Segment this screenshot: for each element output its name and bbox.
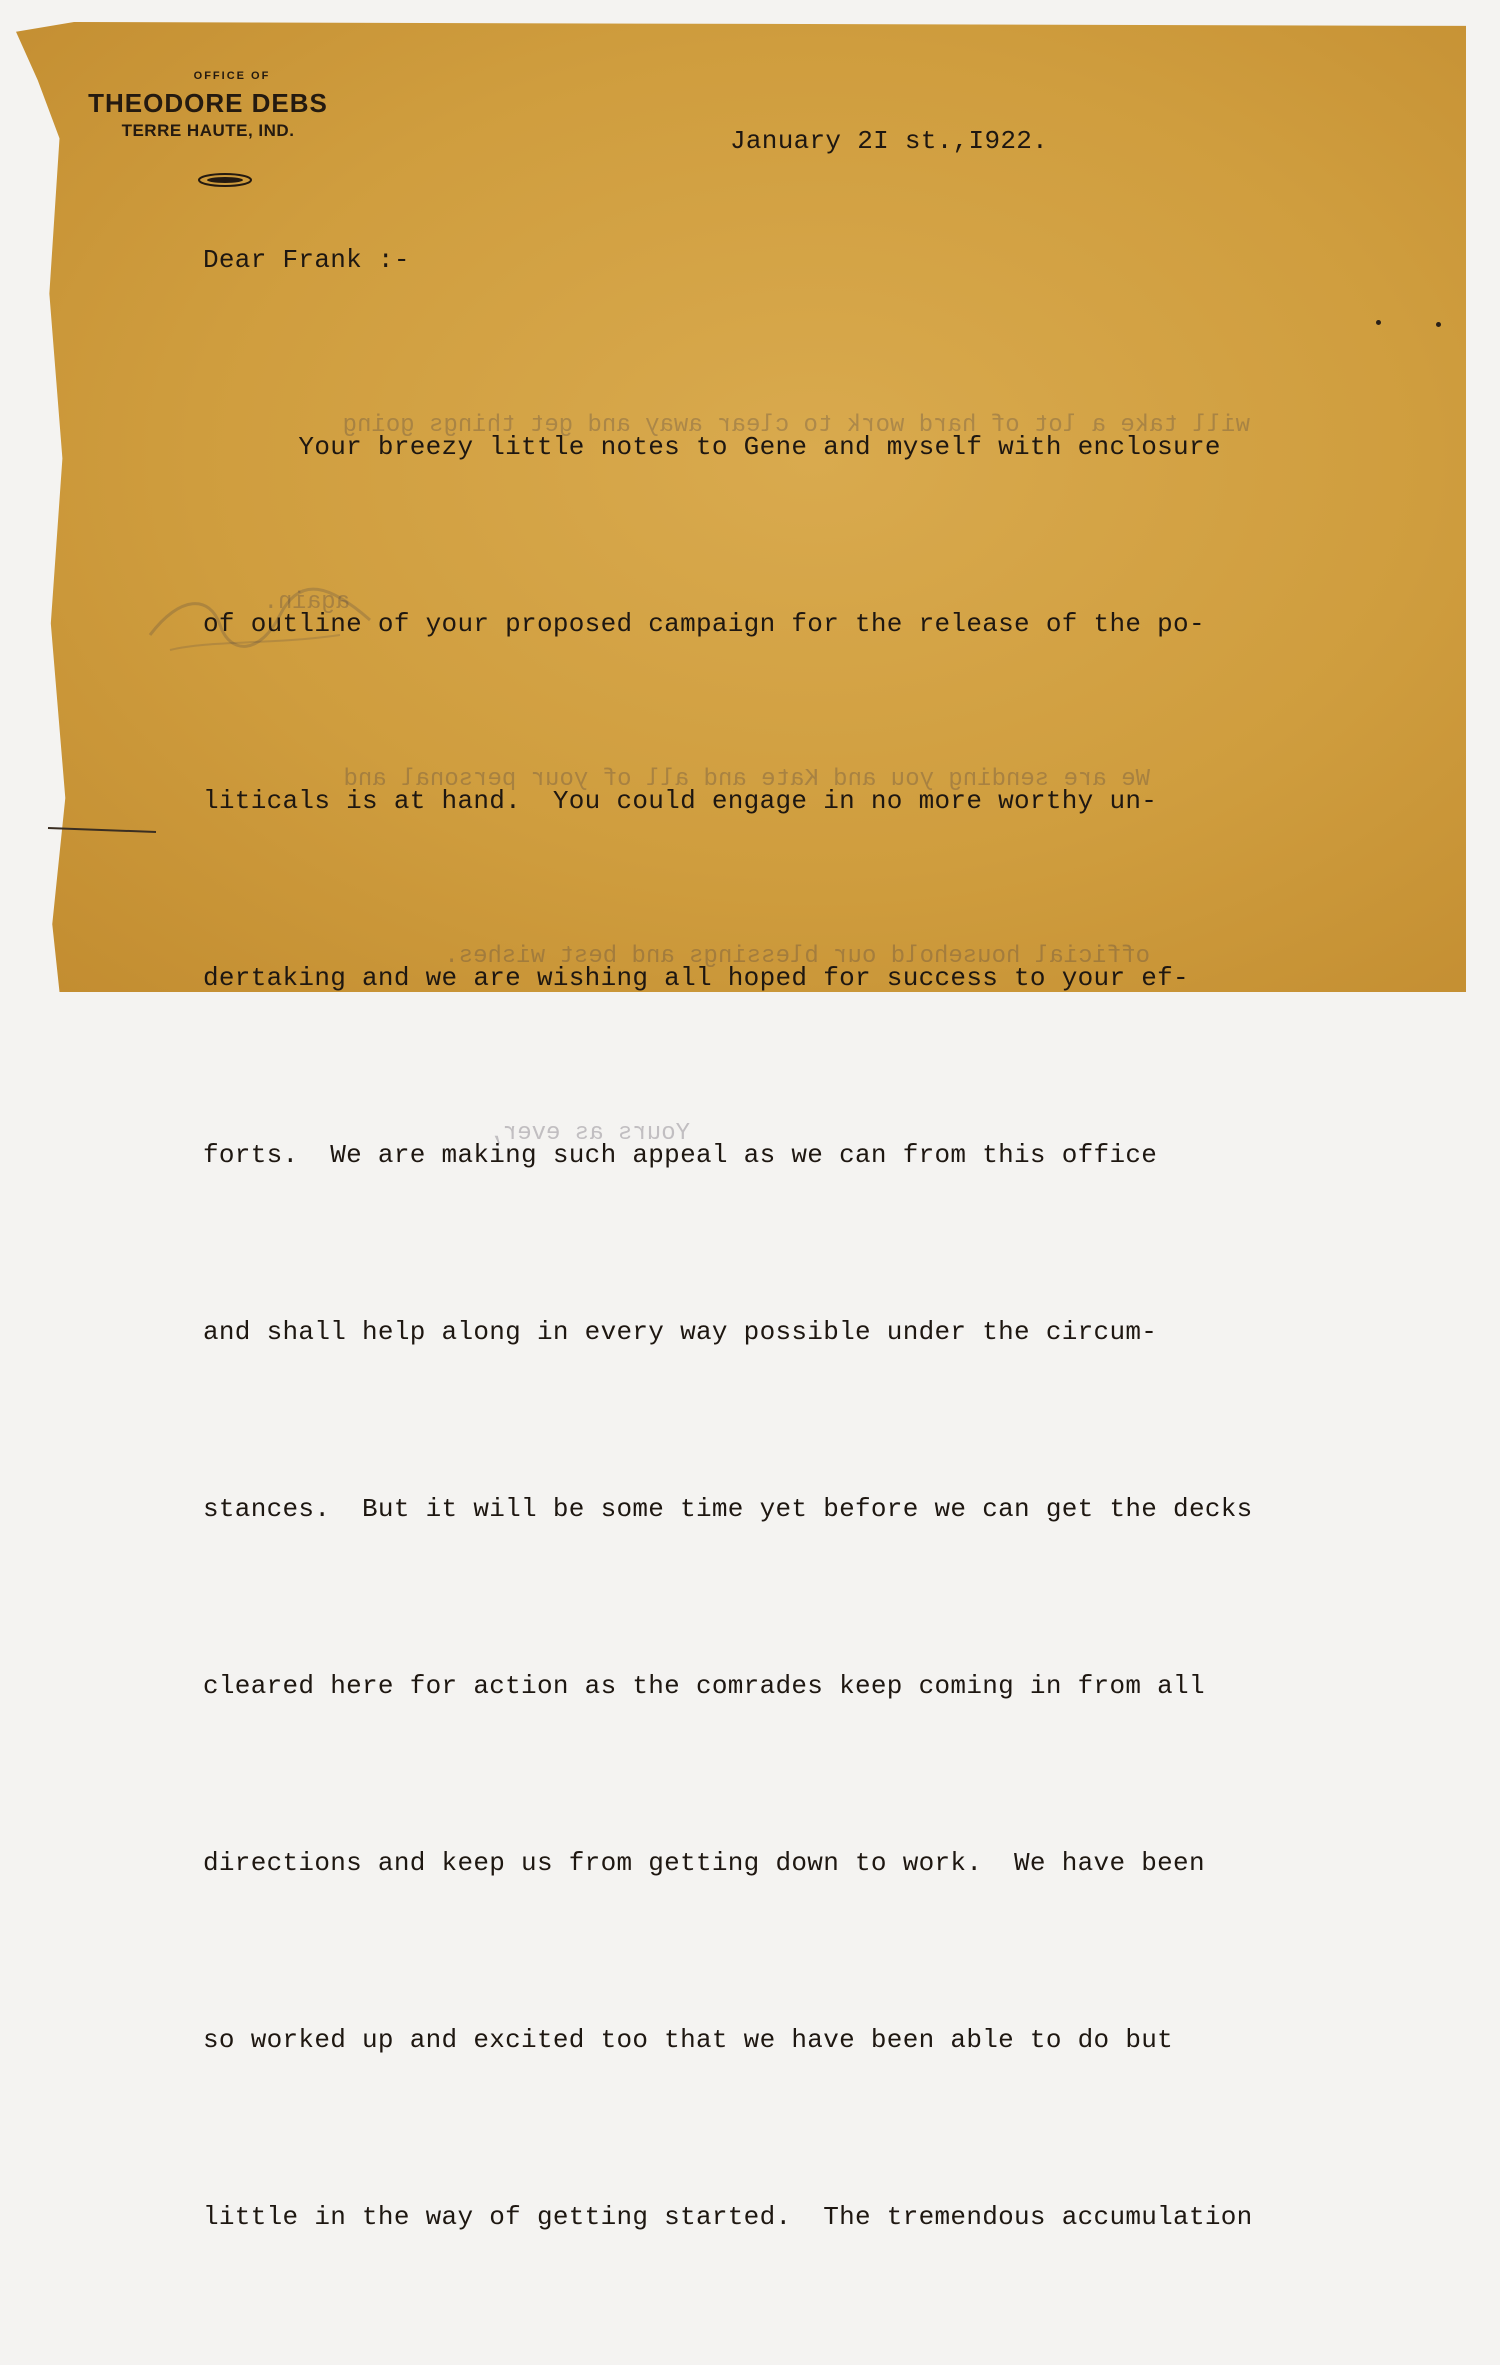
letterhead-name: THEODORE DEBS	[88, 88, 328, 118]
letterhead-city: TERRE HAUTE, IND.	[121, 121, 295, 140]
body-line: directions and keep us from getting down to work. We have been	[203, 1848, 1205, 1878]
letter-date: January 2I st.,I922.	[730, 126, 1049, 156]
body-line: dertaking and we are wishing all hoped for success to your ef-	[203, 963, 1189, 993]
letter-salutation: Dear Frank :-	[203, 245, 410, 275]
body-line: liticals is at hand. You could engage in no more worthy un-	[203, 786, 1158, 816]
union-label-seal-icon	[198, 173, 252, 187]
body-line: little in the way of getting started. The tremendous accumulation	[203, 2202, 1253, 2232]
bleed-through-line: official household our blessings and best wishes.	[444, 943, 1150, 970]
margin-dot	[1376, 320, 1381, 325]
body-line: stances. But it will be some time yet before we can get the decks	[203, 1494, 1253, 1524]
body-line: so worked up and excited too that we have been able to do but	[203, 2025, 1174, 2055]
body-line: Your breezy little notes to Gene and myself with enclosure	[203, 432, 1221, 462]
letter-body	[203, 300, 1253, 2365]
bleed-through-line: will take a lot of hard work to clear away and get things going	[342, 412, 1250, 439]
pen-mark-icon	[46, 822, 166, 838]
letterhead-office-of: OFFICE OF	[193, 70, 271, 82]
body-line: forts. We are making such appeal as we can from this office	[203, 1140, 1158, 1170]
bleed-through-line: Yours as ever,	[488, 1120, 690, 1147]
bleed-through-line: We are sending you and Kate and all of your personal and	[343, 766, 1150, 793]
body-line: cleared here for action as the comrades keep coming in from all	[203, 1671, 1205, 1701]
margin-dot	[1436, 322, 1441, 327]
body-line: and shall help along in every way possible under the circum-	[203, 1317, 1158, 1347]
body-line: of outline of your proposed campaign for the release of the po-	[203, 609, 1205, 639]
letterhead	[48, 70, 408, 141]
bleed-through-line: again.	[263, 589, 350, 616]
